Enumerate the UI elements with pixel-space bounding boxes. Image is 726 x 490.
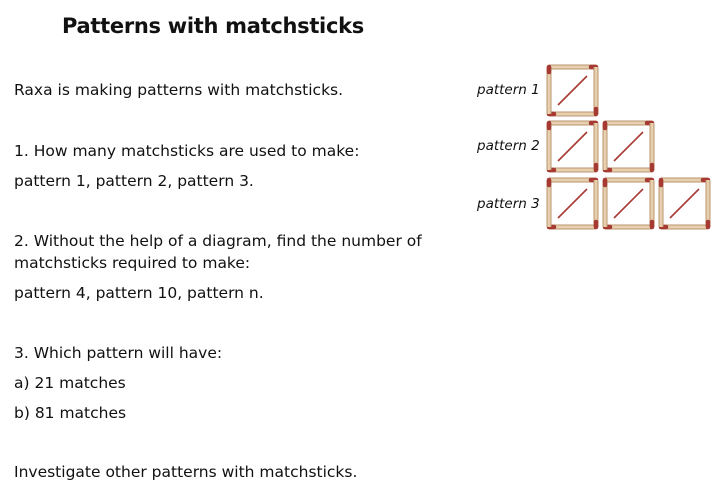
pattern-2-label: pattern 2 bbox=[477, 138, 540, 154]
question-1: 1. How many matchsticks are used to make: bbox=[14, 142, 360, 160]
question-3: 3. Which pattern will have: bbox=[14, 344, 223, 362]
intro-text: Raxa is making patterns with matchsticks. bbox=[14, 81, 344, 99]
pattern-3-label: pattern 3 bbox=[477, 196, 540, 212]
square-diagonal bbox=[558, 132, 587, 161]
question-3-option-b: b) 81 matches bbox=[14, 404, 127, 422]
square-diagonal bbox=[614, 132, 643, 161]
square-diagonal bbox=[614, 189, 643, 218]
pattern-1-label: pattern 1 bbox=[477, 82, 540, 98]
question-2-line-1: 2. Without the help of a diagram, find the number of bbox=[14, 232, 422, 250]
square-diagonal bbox=[670, 189, 699, 218]
closing-text: Investigate other patterns with matchsticks. bbox=[14, 463, 358, 481]
square-diagonal bbox=[558, 76, 587, 105]
question-2-line-2: matchsticks required to make: bbox=[14, 254, 251, 272]
question-3-option-a: a) 21 matches bbox=[14, 374, 126, 392]
question-1-items: pattern 1, pattern 2, pattern 3. bbox=[14, 172, 254, 190]
question-2-items: pattern 4, pattern 10, pattern n. bbox=[14, 284, 264, 302]
square-diagonal bbox=[558, 189, 587, 218]
page-title: Patterns with matchsticks bbox=[62, 14, 364, 38]
